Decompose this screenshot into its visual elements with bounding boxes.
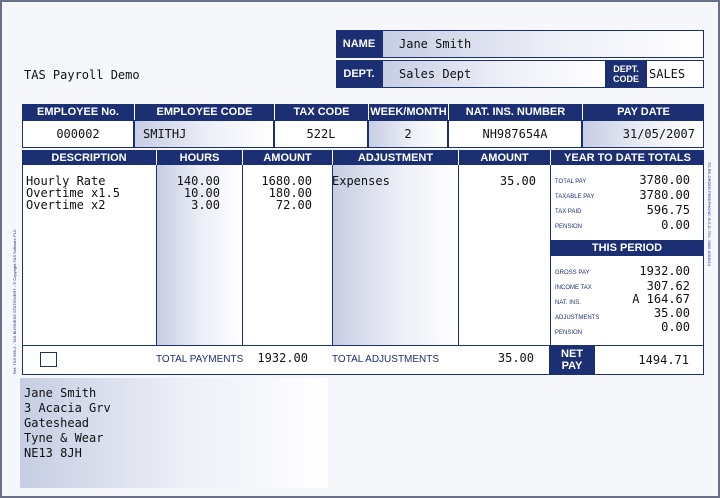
header-hours: HOURS (156, 150, 242, 165)
payment-description: Overtime x2 (26, 198, 106, 212)
nat-ins-value: NH987654A (448, 120, 582, 148)
header-nat-ins: NAT. INS. NUMBER (448, 104, 582, 120)
address-line: Tyne & Wear (24, 431, 104, 445)
address-line: 3 Acacia Grv (24, 401, 111, 415)
dept-value: Sales Dept (382, 60, 606, 88)
payment-hours-value: 3.00 (191, 198, 220, 212)
period-gross-pay-label: GROSS PAY (555, 270, 590, 276)
tax-code-value: 522L (274, 120, 368, 148)
payment-hours-value: 10.00 (183, 186, 220, 200)
payment-amounts (242, 175, 312, 211)
name-label: NAME (336, 30, 382, 58)
period-income-tax-label: INCOME TAX (555, 285, 592, 291)
ytd-total-pay-label: TOTAL PAY (555, 179, 587, 185)
side-text-right: TO RE-ORDER FREEPHONE: B.S.D. TEL: 0800 4004914 (707, 162, 712, 266)
adjustment-description: Expenses (332, 174, 390, 188)
period-income-tax-value: 307.62 (646, 279, 690, 293)
address-block (24, 386, 284, 461)
net-pay-label: NET PAY (550, 345, 594, 375)
period-nat-ins-label: NAT. INS. (555, 300, 581, 306)
payment-amount-value: 72.00 (275, 198, 312, 212)
period-gross-pay-value: 1932.00 (639, 264, 690, 278)
period-nat-ins-value: A 164.67 (632, 292, 690, 306)
payment-amount-value: 180.00 (268, 186, 312, 200)
pay-date-value: 31/05/2007 (582, 120, 704, 148)
header-adj-amount: AMOUNT (458, 150, 550, 165)
dept-code-value: SALES (646, 60, 704, 88)
payment-hours-value: 140.00 (176, 174, 220, 188)
header-adjustment: ADJUSTMENT (332, 150, 458, 165)
total-payments-label: TOTAL PAYMENTS (156, 354, 244, 365)
payment-description: Hourly Rate (26, 174, 106, 188)
payment-description: Overtime x1.5 (26, 186, 120, 200)
header-ytd: YEAR TO DATE TOTALS (550, 150, 704, 165)
total-adjustments-label: TOTAL ADJUSTMENTS (332, 354, 440, 365)
address-line: Gateshead (24, 416, 90, 430)
adjustment-amount-value: 35.00 (499, 174, 536, 188)
ytd-taxable-pay-label: TAXABLE PAY (555, 194, 595, 200)
ytd-pension-label: PENSION (555, 224, 583, 230)
payment-hours (156, 175, 220, 211)
header-this-period: THIS PERIOD (550, 240, 704, 256)
period-adjustments-value: 35.00 (653, 306, 690, 320)
dept-label: DEPT. (336, 60, 382, 88)
ytd-tax-paid-value: 596.75 (646, 203, 690, 217)
address-line: NE13 8JH (24, 446, 82, 460)
checkbox[interactable] (40, 352, 57, 367)
header-week-month: WEEK/MONTH (368, 104, 448, 120)
side-text-left: Ref: TSS 665-2 - TAS BUSINESS STATIONERY - © Copyright TAS Software PLC (12, 229, 17, 374)
period-pension-value: 0.00 (661, 320, 690, 334)
dept-code-label: DEPT. CODE (606, 60, 646, 88)
header-tax-code: TAX CODE (274, 104, 368, 120)
adjustment-amounts (458, 175, 536, 187)
period-adjustments-label: ADJUSTMENTS (555, 315, 600, 321)
week-month-value: 2 (368, 120, 448, 148)
address-line: Jane Smith (24, 386, 97, 400)
adjustment-column (332, 165, 458, 345)
payment-descriptions (26, 175, 154, 211)
adjustment-descriptions (332, 175, 452, 187)
header-employee-no: EMPLOYEE No. (22, 104, 134, 120)
header-amount: AMOUNT (242, 150, 332, 165)
payroll-title: TAS Payroll Demo (24, 68, 140, 82)
ytd-total-pay-value: 3780.00 (639, 173, 690, 187)
total-payments-value: 1932.00 (257, 351, 308, 365)
ytd-taxable-pay-value: 3780.00 (639, 188, 690, 202)
employee-code-value: SMITHJ (134, 120, 274, 148)
ytd-tax-paid-label: TAX PAID (555, 209, 582, 215)
period-pension-label: PENSION (555, 330, 583, 336)
payment-amount-value: 1680.00 (261, 174, 312, 188)
header-employee-code: EMPLOYEE CODE (134, 104, 274, 120)
header-pay-date: PAY DATE (582, 104, 704, 120)
employee-no-value: 000002 (22, 120, 134, 148)
header-description: DESCRIPTION (22, 150, 156, 165)
net-pay-value: 1494.71 (594, 345, 704, 375)
name-value: Jane Smith (382, 30, 704, 58)
total-adjustments-value: 35.00 (497, 351, 534, 365)
adj-amount-column (458, 165, 550, 345)
ytd-pension-value: 0.00 (661, 218, 690, 232)
